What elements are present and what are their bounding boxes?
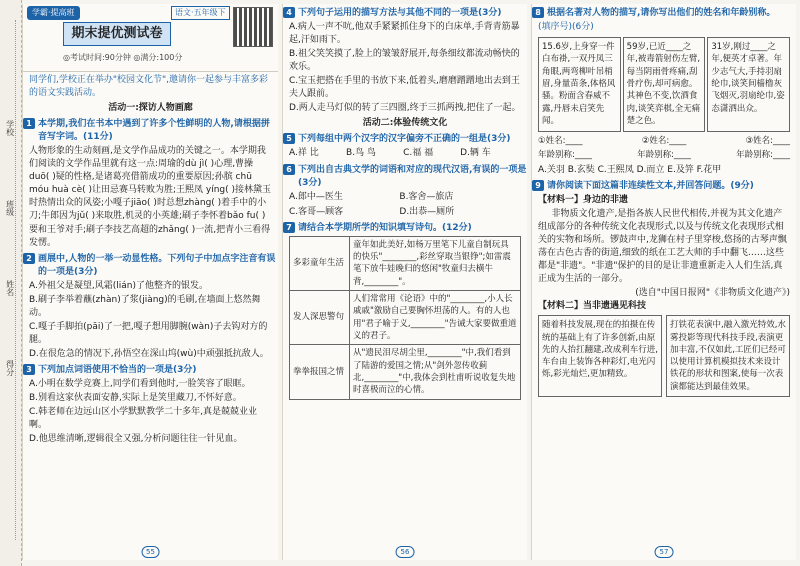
binding-label-school: 学校 [5, 120, 15, 136]
fill-name-1[interactable]: ①姓名:____ [538, 136, 583, 147]
q8-options: A.关羽 B.玄奘 C.王熙凤 D.而立 E.及笄 F.花甲 [538, 164, 722, 175]
fill-name-3[interactable]: ③姓名:____ [745, 136, 790, 147]
q4-title: 下列句子运用的描写方法与其他不同的一项是(3分) [298, 8, 502, 18]
q4-option-a: A.病人一声不吭,他双手紧紧抓住身下的白床单,手背青筋暴起,汗如雨下。 [289, 22, 520, 46]
fill-age-3[interactable]: 年龄别称:____ [736, 150, 790, 161]
page-57 [531, 4, 796, 560]
page-number: 57 [655, 546, 674, 558]
activity-1-title: 活动一:探访人物画廊 [108, 103, 193, 114]
row-text[interactable]: 从"遗民泪尽胡尘里,________"中,我们看到了陆游的爱国之情;从"剑外忽传收蓟北,________"中,我体会到杜甫听说收复失地时喜极而泣的心情。 [350, 345, 521, 399]
question-number: 6 [283, 164, 295, 175]
grade-tag: 语文·五年级下 [171, 6, 230, 20]
q8-title: 根据名著对人物的描写,请你写出他们的姓名和年龄别称。 [547, 8, 776, 18]
page-56 [282, 4, 527, 560]
age-fill-row [538, 149, 790, 161]
question-number: 1 [23, 118, 35, 129]
q4-option-d: D.两人走马灯似的转了三四圈,终于三抓两拽,把住了一起。 [289, 103, 521, 114]
material-2-title: 【材料二】当非遗遇见科技 [538, 301, 647, 312]
intro-text: 同学们,学校正在举办"校园文化节",邀请你一起参与丰富多彩的语文实践活动。 [29, 75, 269, 99]
material-1-text: 非物质文化遗产,是指各族人民世代相传,并视为其文化遗产组成部分的各种传统文化表现形式,以及与传统文化表现形式相关的实物和场所。锣鼓声中,龙狮在村子里穿梭,悠扬的古琴声飘荡在古色古香的街道,细致的纸在工艺大师的手中翻飞……这些都是"非遗"。"非遗"保护的目的是让非遗重新走入人们生活,真正成为生活的一部分。 [538, 208, 787, 285]
page-title: 期末提优测试卷 [63, 22, 171, 46]
q4-option-c: C.宝玉把搭在手里的书放下来,低着头,磨磨蹭蹭地出去到王夫人跟前。 [289, 76, 520, 100]
character-boxes [538, 37, 790, 132]
row-label: 多彩童年生活 [290, 236, 350, 290]
activity-2-title: 活动二:体验传统文化 [362, 118, 448, 129]
table-row [290, 345, 521, 399]
question-number: 2 [23, 253, 35, 264]
fill-name-2[interactable]: ②姓名:____ [641, 136, 687, 147]
material-2-boxes [538, 315, 790, 397]
character-box: 59岁,已近____之年,被毒箭射伤左臂,每当阴雨骨疼痛,刮骨疗伤,却可病愈。其神色不变,饮酒食肉,谈笑弈棋,全无痛楚之色。 [623, 37, 706, 132]
q2-option-b: B.刷子李举着蘸(zhàn)了浆(jiàng)的毛刷,在墙面上悠然舞动。 [29, 294, 261, 318]
q2-option-c: C.嘎子手脚拍(pāi)了一把,嘎子想用脚腕(wàn)子去钩对方的腿。 [29, 321, 268, 345]
q5-option-d: D.辆 车 [460, 148, 491, 159]
exam-meta: ◎考试时间:90分钟 ◎满分:100分 [63, 53, 183, 62]
name-fill-row [538, 135, 790, 147]
q7-title: 请结合本学期所学的知识填写诗句。(12分) [298, 222, 472, 233]
q2-option-d: D.在很危急的情况下,孙悟空在深山坞(wù)中顽强抵抗敌人。 [29, 348, 269, 359]
qr-code-icon [233, 7, 273, 47]
q5-option-c: C.福 福 [403, 148, 434, 159]
q6-option-b: B.客舍—旅店 [399, 191, 454, 202]
header [23, 4, 278, 72]
q6-option-a: A.郎中—医生 [289, 191, 343, 202]
material-2-box-left: 随着科技发展,现在的拍摄在传统的基础上有了许多创新,由原先的人抬扛翻建,改成利车行进,车台由上装饰各种彩灯,电光闪烁,彩光灿烂,更加精致。 [538, 315, 662, 397]
binding-label-score: 得分 [5, 360, 15, 376]
question-number: 4 [283, 7, 295, 18]
q6-title: 下列出自古典文学的词语和对应的现代汉语,有误的一项是(3分) [298, 164, 527, 188]
character-box: 15.6岁,上身穿一件白布褂,一双丹凤三角眼,两弯柳叶吊梢眉,身量苗条,体格风骚。粉面含春威不露,丹唇未启笑先闻。 [538, 37, 621, 132]
page-55 [22, 4, 278, 560]
q1-text: 人物形象的生动刻画,是文学作品成功的关键之一。本学期我们阅读的文学作品里就有这一点:周瑜的dù jì( )心理,曹操 duō( )疑的性格,是诸葛亮借箭成功的重要原因;孙膑 chū móu huà cè( )让田忌赛马转败为胜;王熙凤 yíng( )接林黛玉时热情出众的风姿;小嘎子jiāo( )时总想zhàng( )着手中的小刀;牛郎因为jǔ( )来取胜,机灵的小英雄;刷子李怀着bǎo fu( )要和王爷对手;刷子李技艺高超的zhǎng( )一流,把青小三看得发愣。 [29, 146, 272, 248]
question-number: 7 [283, 222, 295, 233]
binding-label-name: 姓名 [5, 280, 15, 296]
q2-title: 画展中,人物的一举一动显性格。下列句子中加点字注音有误的一项是(3分) [38, 253, 276, 277]
material-1-title: 【材料一】身边的非遗 [538, 194, 629, 205]
q8-sub: (填序号)(6分) [538, 22, 594, 33]
character-box: 31岁,刚过____之年,便英才卓著。年少志气大,手持羽扇纶巾,谈笑间樯橹灰飞烟灭,羽扇纶巾,姿态潇洒出众。 [707, 37, 790, 132]
table-row [290, 291, 521, 345]
fill-age-1[interactable]: 年龄别称:____ [538, 150, 592, 161]
q1-title: 本学期,我们在书本中遇到了许多个性鲜明的人物,请根据拼音写字词。(11分) [38, 119, 270, 143]
row-text[interactable]: 人们常常用《论语》中的"________,小人长戚戚"激励自己要胸怀坦荡的人。有的人也用"君子喻于义,________"告诫大家要做重道义的君子。 [350, 291, 521, 345]
q5-option-a: A.祥 比 [289, 148, 319, 159]
q3-option-d: D.他思维清晰,逻辑很全又强,分析问题往往一针见血。 [29, 434, 243, 445]
row-text[interactable]: 童年如此美好,如杨万里笔下儿童自制玩具的快乐"________,彩丝穿取当银铮";如雷震笔下放牛娃晚归的悠闲"牧童归去横牛背,________"。 [350, 236, 521, 290]
q3-option-c: C.韩老师在边远山区小学默默教学二十多年,真是兢兢业业啊。 [29, 407, 258, 431]
q5-title: 下列每组中两个汉字的汉字偏旁不正确的一组是(3分) [298, 134, 511, 145]
q3-option-b: B.别看这家伙表面安静,实际上是笑里藏刀,不怀好意。 [29, 393, 242, 404]
q5-option-b: B.鸟 鸟 [346, 148, 376, 159]
q9-title: 请你阅读下面这篇非连续性文本,并回答问题。(9分) [547, 180, 754, 191]
poetry-table [289, 236, 521, 400]
question-number: 9 [532, 180, 544, 191]
question-number: 8 [532, 7, 544, 18]
brand-badge: 学霸·提高班 [27, 6, 80, 20]
question-number: 5 [283, 133, 295, 144]
page-number: 56 [396, 546, 415, 558]
fill-age-2[interactable]: 年龄别称:____ [637, 150, 691, 161]
binding-strip [0, 0, 22, 566]
row-label: 拳拳报国之情 [290, 345, 350, 399]
row-label: 发人深思警句 [290, 291, 350, 345]
table-row [290, 236, 521, 290]
q6-option-c: C.客哥—顾客 [289, 206, 344, 217]
q3-title: 下列加点词语使用不恰当的一项是(3分) [38, 364, 197, 375]
q4-option-b: B.祖父笑笑摸了,脸上的皱皱舒展开,每条细纹都流动畅快的欢乐。 [289, 49, 520, 73]
q3-option-a: A.小明在数学竞赛上,同学们看到他时,一脸笑容了眼眶。 [29, 379, 251, 390]
q2-option-a: A.外祖父是凝望,风霜(lián)了他整齐的银发。 [29, 280, 208, 291]
q6-option-d: D.出恭—厕所 [399, 206, 455, 217]
material-2-box-right: 打铁花表演中,融入激光特效,水雾投影等现代科技手段,表演更加丰富,不仅如此,工匠们已经可以使用计算机模拟技术来设计铁花的形状和图案,使每一次表演都能达到最佳效果。 [666, 315, 790, 397]
question-number: 3 [23, 364, 35, 375]
binding-label-class: 班级 [5, 200, 15, 216]
material-1-source: (选自"中国日报网"《非物质文化遗产》) [635, 288, 790, 299]
page-number: 55 [141, 546, 160, 558]
